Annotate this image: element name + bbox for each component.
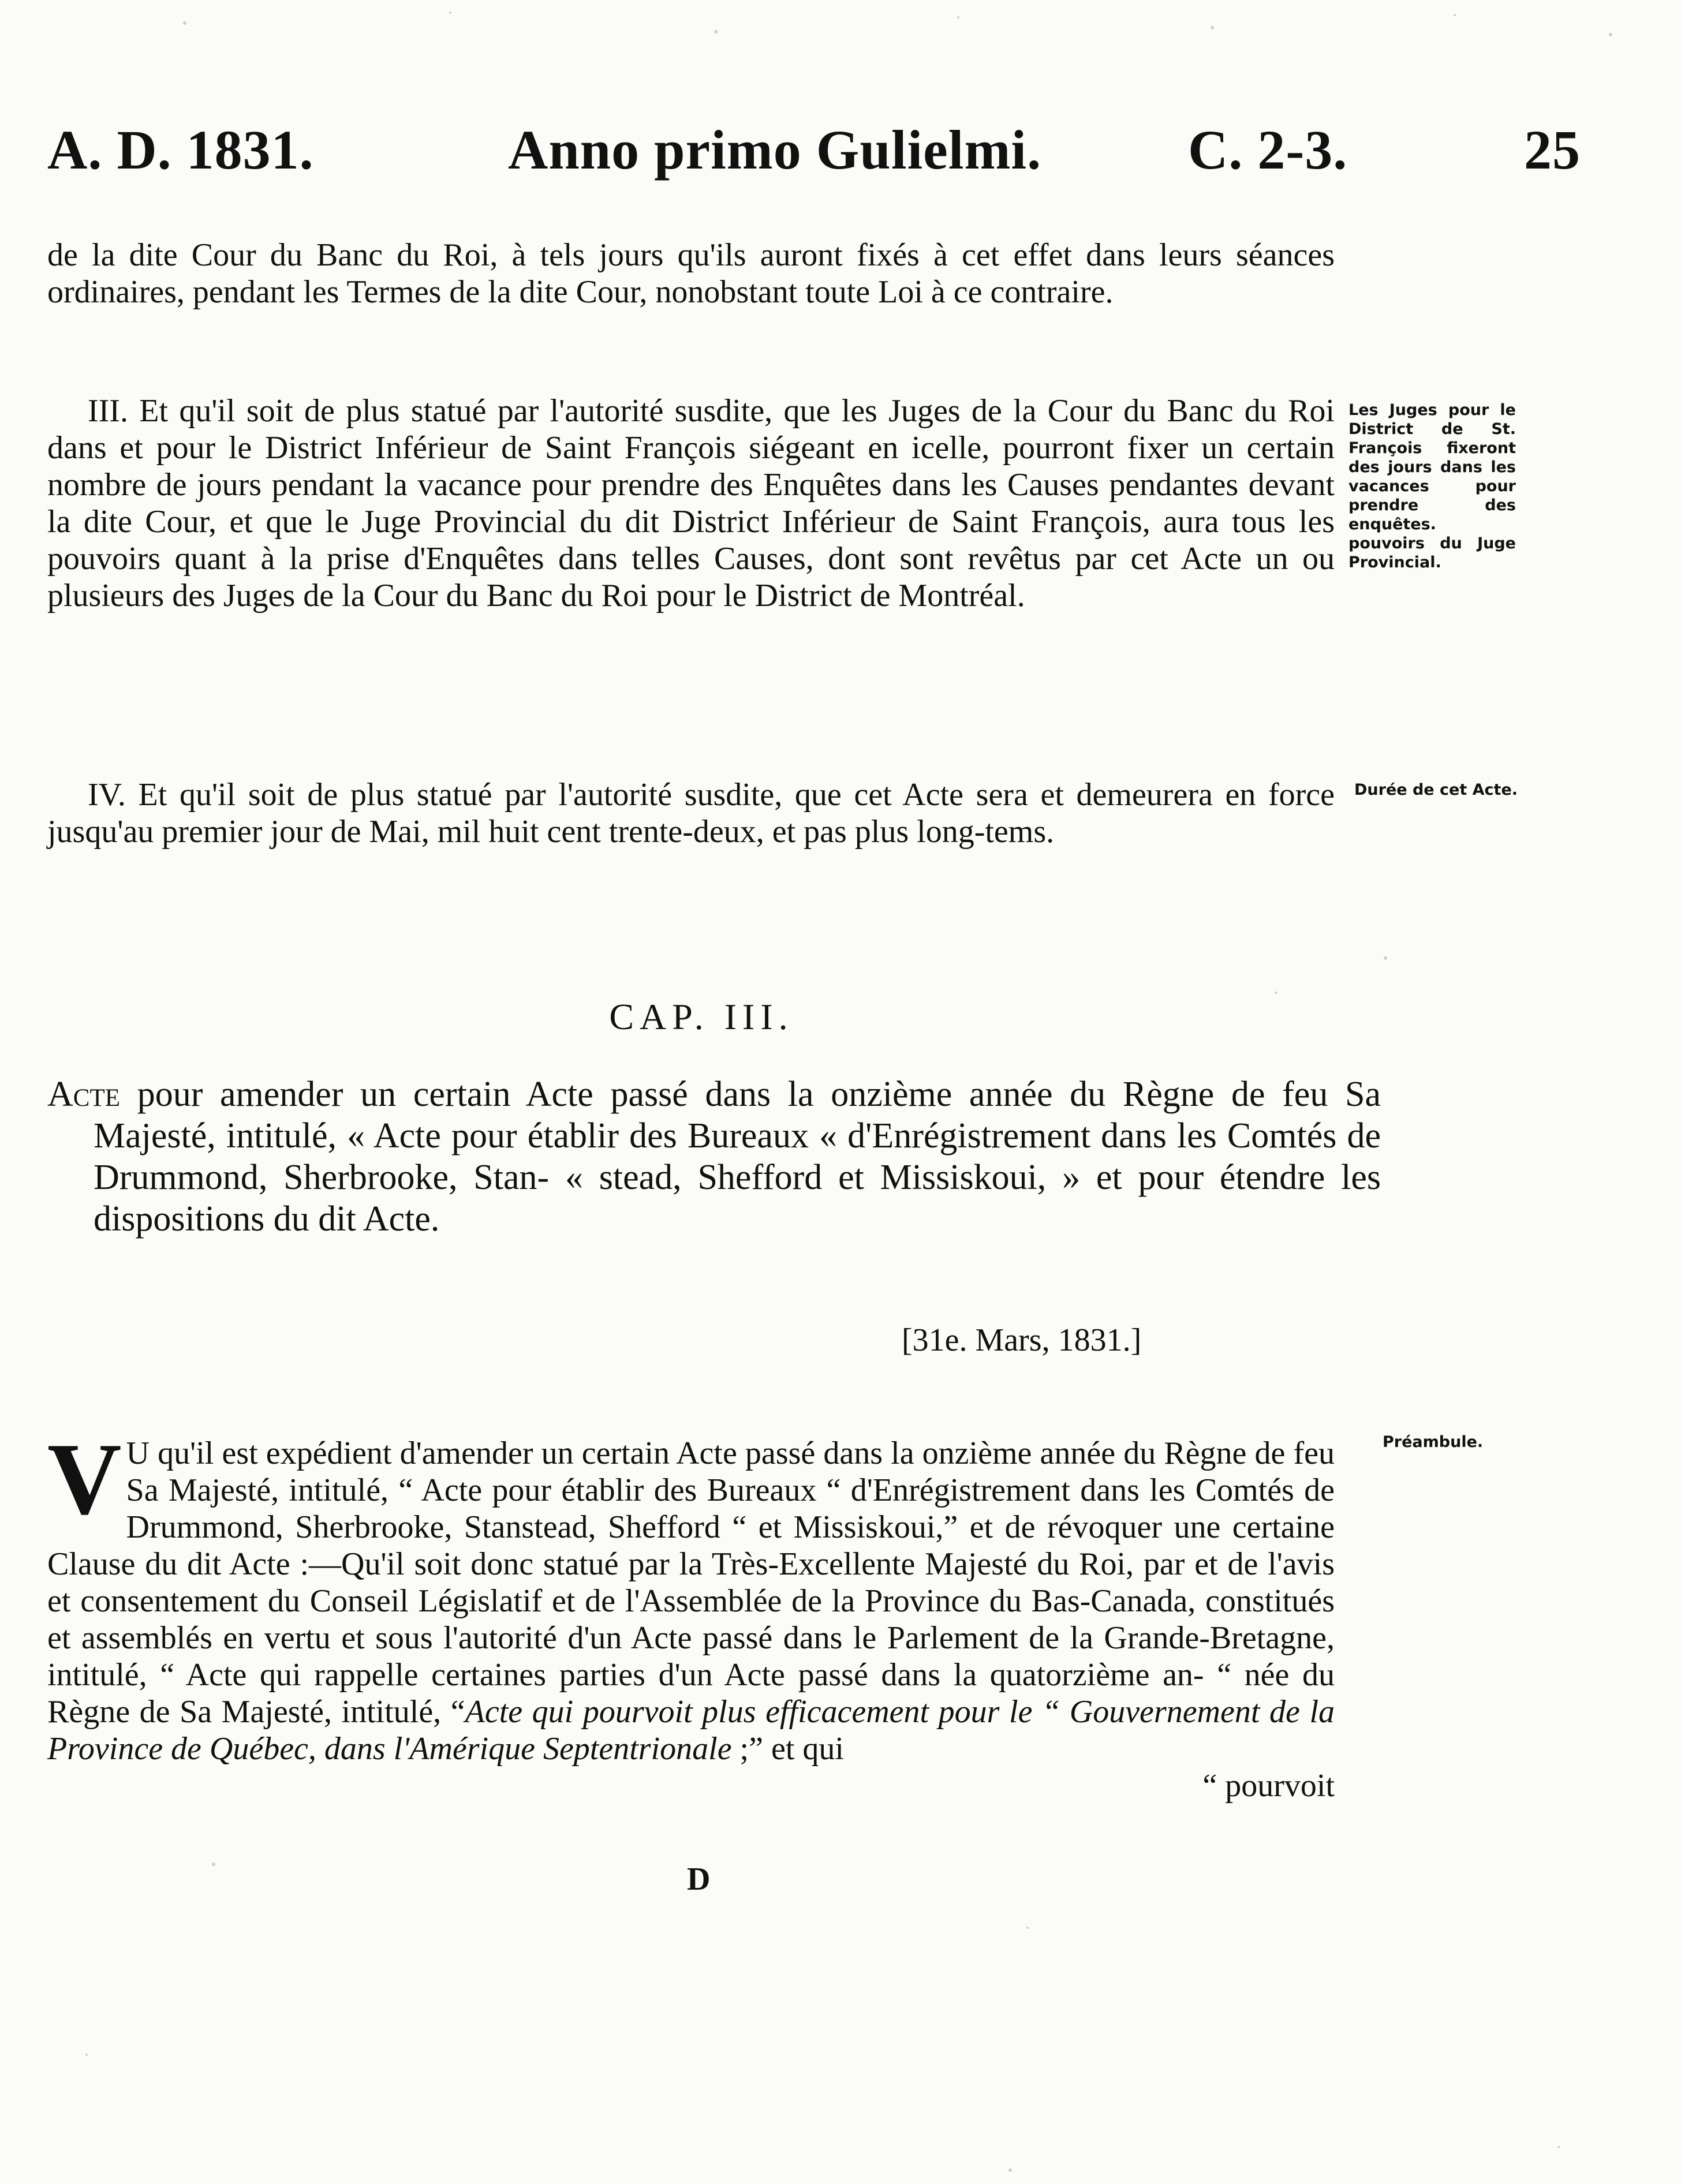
header-title: Anno primo Gulielmi. xyxy=(508,119,1042,181)
section-4 xyxy=(47,776,1335,850)
preamble-text: U qu'il est expédient d'amender un certain Acte passé dans la onzième année du Règne de feu Sa Majesté, intitulé, “ Acte pour établir des Bureaux “ d'Enrégistrement dans les Comtés de Drummond, Sherbrooke, Stanstead, Shefford “ et Missiskoui,” et de révoquer une certaine Clause du dit Acte :—Qu'il soit donc statué par la Très-Excellente Majesté du Roi, par et de l'avis et consentement du Conseil Législatif et de l'Assemblée de la Province du Bas-Canada, constitués et assemblés en vertu et sous l'autorité d'un Acte passé dans le Parlement de la Grande-Bretagne, intitulé, “ Acte qui rappelle certaines parties d'un Acte passé dans la quatorzième an- “ née du Règne de Sa Majesté, intitulé, “ xyxy=(47,1435,1335,1730)
section-3 xyxy=(47,392,1335,614)
header-chapter: C. 2-3. xyxy=(1188,119,1348,181)
preamble-paragraph xyxy=(47,1422,1335,1804)
act-title xyxy=(47,1074,1381,1240)
continuation-text: de la dite Cour du Banc du Roi, à tels jours qu'ils auront fixés à cet effet dans leurs séances ordinaires, pendant les Termes de la dite Cour, nonobstant toute Loi à ce contraire. xyxy=(47,237,1335,310)
page-number: 25 xyxy=(1524,119,1581,181)
catchword: “ pourvoit xyxy=(1202,1768,1335,1804)
section-3-margin-note: Les Juges pour le District de St. François fixeront des jours dans les vacances pour prendre des enquêtes. pouvoirs du Juge Provincial. xyxy=(1348,401,1516,571)
header-year: A. D. 1831. xyxy=(47,119,314,181)
drop-cap: V xyxy=(47,1422,122,1536)
section-4-margin-note: Durée de cet Acte. xyxy=(1354,781,1518,799)
act-title-rest: pour amender un certain Acte passé dans la onzième année du Règne de feu Sa Majesté, intitulé, « Acte pour établir des Bureaux « d'Enrégistrement dans les Comtés de Drummond, Sherbrooke, Stan- « stead, Shefford et Missiskoui, » et pour étendre les dispositions du dit Acte. xyxy=(94,1075,1381,1239)
section-4-text: IV. Et qu'il soit de plus statué par l'autorité susdite, que cet Acte sera et demeurera en force jusqu'au premier jour de Mai, mil huit cent trente-deux, et pas plus long-tems. xyxy=(47,777,1335,850)
preamble-margin-note: Préambule. xyxy=(1383,1433,1484,1451)
preamble-italic-text: Acte qui pourvoit plus efficacement pour le “ Gouvernement de la Province de Québec, dans l'Amérique Septentrionale xyxy=(47,1694,1335,1767)
act-title-lead: Acte xyxy=(47,1075,120,1114)
section-3-text: III. Et qu'il soit de plus statué par l'autorité susdite, que les Juges de la Cour du Banc du Roi dans et pour le District Inférieur de Saint François siégeant en icelle, pourront fixer un certain nombre de jours pendant la vacance pour prendre des Enquêtes dans les Causes pendantes devant la dite Cour, et que le Juge Provincial du dit District Inférieur de Saint François, aura tous les pouvoirs quant à la prise d'Enquêtes dans telles Causes, dont sont revêtus par cet Acte un ou plusieurs des Juges de la Cour du Banc du Roi pour le District de Montréal. xyxy=(47,393,1335,614)
continuation-paragraph xyxy=(47,237,1335,311)
preamble-text-end: ;” et qui xyxy=(731,1731,844,1767)
signature-mark: D xyxy=(687,1861,711,1897)
chapter-heading: CAP. III. xyxy=(609,996,794,1037)
act-date: [31e. Mars, 1831.] xyxy=(902,1322,1142,1358)
